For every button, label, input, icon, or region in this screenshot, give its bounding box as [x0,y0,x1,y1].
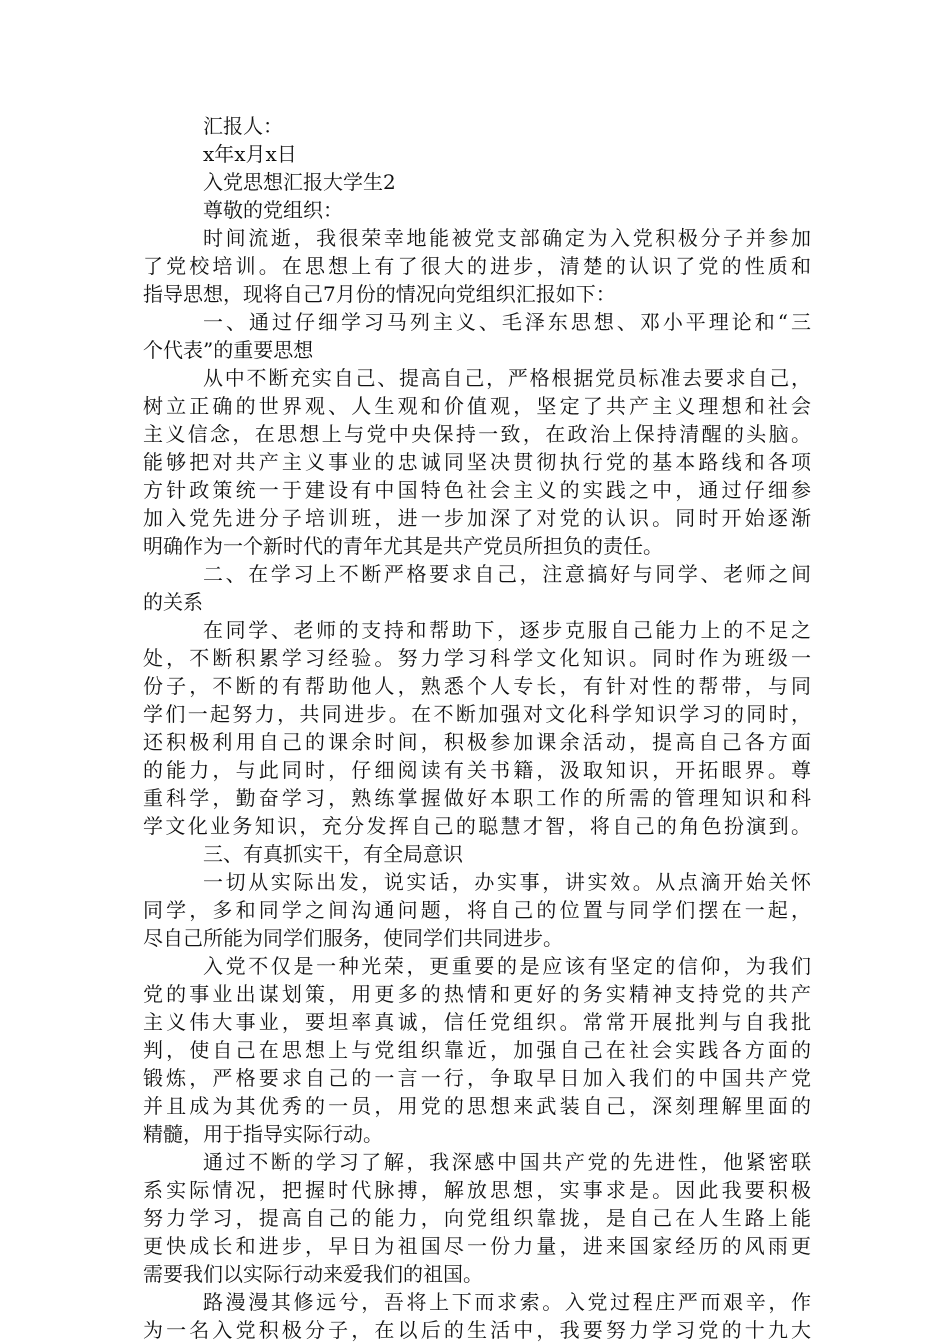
text-line: 明确作为一个新时代的青年尤其是共产党员所担负的责任。 [143,534,663,558]
text-line: 努力学习，提高自己的能力，向党组织靠拢，是自己在人生路上能 [143,1206,811,1230]
text-line: 通过不断的学习了解，我深感中国共产党的先进性，他紧密联 [203,1150,811,1174]
text-line: 了党校培训。在思想上有了很大的进步，清楚的认识了党的性质和 [143,254,811,278]
text-line: 二、在学习上不断严格要求自己，注意搞好与同学、老师之间 [203,562,811,586]
text-line: 尽自己所能为同学们服务，使同学们共同进步。 [143,926,563,950]
text-line: 精髓，用于指导实际行动。 [143,1122,383,1146]
text-line: 并且成为其优秀的一员，用党的思想来武装自己，深刻理解里面的 [143,1094,811,1118]
text-line: 在同学、老师的支持和帮助下，逐步克服自己能力上的不足之 [203,618,811,642]
text-line: 系实际情况，把握时代脉搏，解放思想，实事求是。因此我要积极 [143,1178,811,1202]
text-line: 时间流逝，我很荣幸地能被党支部确定为入党积极分子并参加 [203,226,811,250]
text-line: 为一名入党积极分子，在以后的生活中，我要努力学习党的十九大 [143,1318,811,1342]
text-line: 主义伟大事业，要坦率真诚，信任党组织。常常开展批判与自我批 [143,1010,811,1034]
text-line: 判，使自己在思想上与党组织靠近，加强自己在社会实践各方面的 [143,1038,811,1062]
text-line: 处，不断积累学习经验。努力学习科学文化知识。同时作为班级一 [143,646,811,670]
text-line: 更快成长和进步，早日为祖国尽一份力量，进来国家经历的风雨更 [143,1234,811,1258]
text-line: 的能力，与此同时，仔细阅读有关书籍，汲取知识，开拓眼界。尊 [143,758,811,782]
document-body [143,112,811,1344]
text-line: 锻炼，严格要求自己的一言一行，争取早日加入我们的中国共产党 [143,1066,811,1090]
text-line: 树立正确的世界观、人生观和价值观，坚定了共产主义理想和社会 [143,394,811,418]
text-line: 需要我们以实际行动来爱我们的祖国。 [143,1262,483,1286]
text-line: 能够把对共产主义事业的忠诚同坚决贯彻执行党的基本路线和各项 [143,450,811,474]
text-line: 尊敬的党组织： [203,198,343,222]
text-line: 学文化业务知识，充分发挥自己的聪慧才智，将自己的角色扮演到。 [143,814,811,838]
text-line: 汇报人： [203,114,283,138]
text-line: 重科学，勤奋学习，熟练掌握做好本职工作的所需的管理知识和科 [143,786,811,810]
text-line: 入党思想汇报大学生2 [203,170,396,194]
text-line: 从中不断充实自己、提高自己，严格根据党员标准去要求自己， [203,366,811,390]
text-line: x年x月x日 [203,142,297,166]
text-line: 方针政策统一于建设有中国特色社会主义的实践之中，通过仔细参 [143,478,811,502]
text-line: 加入党先进分子培训班，进一步加深了对党的认识。同时开始逐渐 [143,506,811,530]
text-line: 份子，不断的有帮助他人，熟悉个人专长，有针对性的帮带，与同 [143,674,811,698]
text-line: 同学，多和同学之间沟通问题，将自己的位置与同学们摆在一起， [143,898,811,922]
text-line: 个代表”的重要思想 [143,338,314,362]
text-line: 学们一起努力，共同进步。在不断加强对文化科学知识学习的同时， [143,702,811,726]
text-line: 主义信念，在思想上与党中央保持一致，在政治上保持清醒的头脑。 [143,422,811,446]
text-line: 入党不仅是一种光荣，更重要的是应该有坚定的信仰，为我们 [203,954,811,978]
text-line: 路漫漫其修远兮，吾将上下而求索。入党过程庄严而艰辛，作 [203,1290,811,1314]
text-line: 还积极利用自己的课余时间，积极参加课余活动，提高自己各方面 [143,730,811,754]
text-line: 一、通过仔细学习马列主义、毛泽东思想、邓小平理论和“三 [203,310,811,334]
text-line: 指导思想，现将自己7月份的情况向党组织汇报如下： [143,282,616,306]
text-line: 党的事业出谋划策，用更多的热情和更好的务实精神支持党的共产 [143,982,811,1006]
text-line: 一切从实际出发，说实话，办实事，讲实效。从点滴开始关怀 [203,870,811,894]
text-line: 的关系 [143,590,203,614]
text-line: 三、有真抓实干，有全局意识 [203,842,463,866]
